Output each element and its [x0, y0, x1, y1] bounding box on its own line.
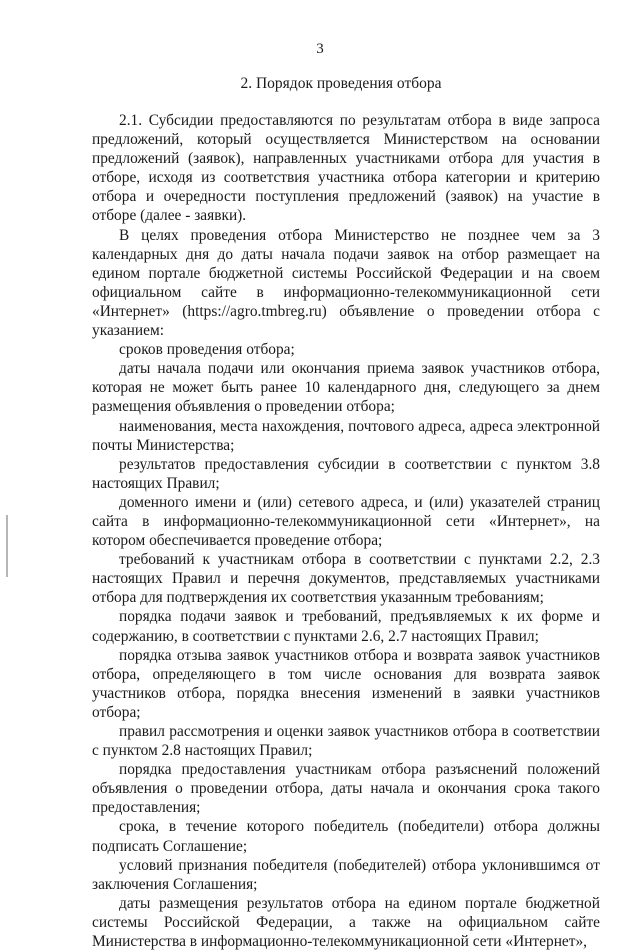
scan-edge-mark — [6, 515, 8, 577]
list-item-results-publication: даты размещения результатов отбора на едином портале бюджетной системы Российской Федерации, а также на официальном сайте Министерства в информационно-телекоммуникационной сети «Интернет», — [92, 894, 600, 951]
section-title: 2. Порядок проведения отбора — [240, 75, 442, 92]
body-text — [92, 111, 600, 951]
list-item-requirements: требований к участникам отбора в соответствии с пунктами 2.2, 2.3 настоящих Правил и перечня документов, представляемых участниками отбора для подтверждения их соответствия указанным требованиям; — [92, 551, 600, 607]
list-item-clarifications: порядка предоставления участникам отбора разъяснений положений объявления о проведении отбора, даты начала и окончания срока такого предоставления; — [92, 761, 600, 817]
list-item-submission-order: порядка подачи заявок и требований, предъявляемых к их форме и содержанию, в соответствии с пунктами 2.6, 2.7 настоящих Правил; — [92, 608, 600, 645]
list-item-signing-term: срока, в течение которого победитель (победители) отбора должны подписать Соглашение; — [92, 818, 600, 855]
list-item-terms: сроков проведения отбора; — [119, 341, 295, 359]
list-item-results: результатов предоставления субсидии в соответствии с пунктом 3.8 настоящих Правил; — [92, 455, 600, 492]
paragraph-announcement: В целях проведения отбора Министерство не позднее чем за 3 календарных дня до даты начала подачи заявок на отбор размещает на едином портале бюджетной системы Российской Федерации и на своем официальном сайте в информационно-телекоммуникационной сети «Интернет» (https://agro.tmbreg.ru) объявление о проведении отбора с указанием: — [92, 226, 600, 340]
list-item-ministry-contacts: наименования, места нахождения, почтового адреса, адреса электронной почты Министерства; — [92, 417, 600, 454]
list-item-evasion-conditions: условий признания победителя (победителей) отбора уклонившимся от заключения Соглашения; — [92, 856, 600, 893]
page-number: 3 — [316, 41, 324, 57]
list-item-withdrawal-order: порядка отзыва заявок участников отбора и возврата заявок участников отбора, определяющего в том числе основания для возврата заявок участников отбора, порядка внесения изменений в заявки участников отбора; — [92, 646, 600, 721]
list-item-dates: даты начала подачи или окончания приема заявок участников отбора, которая не может быть ранее 10 календарного дня, следующего за днем размещения объявления о проведении отбора; — [92, 360, 600, 416]
paragraph-2-1: 2.1. Субсидии предоставляются по результатам отбора в виде запроса предложений, который осуществляется Министерством на основании предложений (заявок), направленных участниками отбора для участия в отборе, исходя из соответствия участника отбора категории и критерию отбора и очередности поступления предложений (заявок) на участие в отборе (далее - заявки). — [92, 112, 600, 225]
list-item-evaluation-rules: правил рассмотрения и оценки заявок участников отбора в соответствии с пунктом 2.8 настоящих Правил; — [92, 723, 600, 760]
list-item-domain: доменного имени и (или) сетевого адреса, и (или) указателей страниц сайта в информационно-телекоммуникационной сети «Интернет», на котором обеспечивается проведение отбора; — [92, 493, 600, 550]
